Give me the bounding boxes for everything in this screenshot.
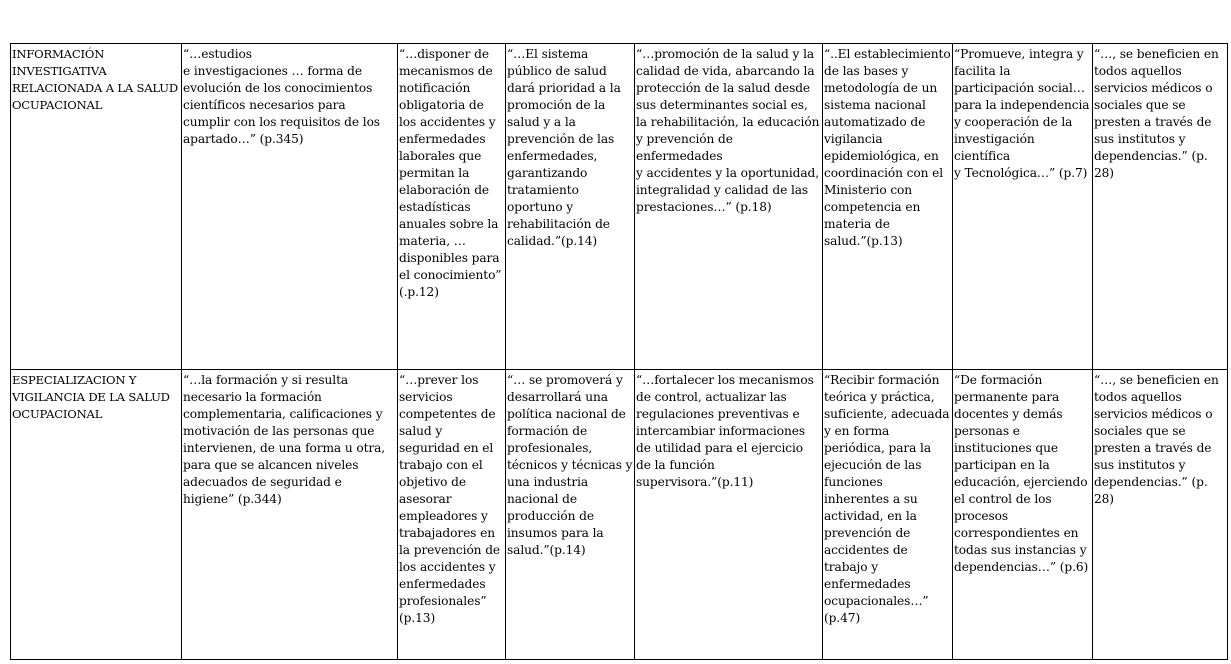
table-cell: “…la formación y si resulta necesario la formación complementaria, calificaciones y motivación de las personas que intervienen, de una forma u otra, para que se alcancen niveles adecuados de seguridad e higiene” (p.344) — [182, 370, 398, 660]
table-cell: “…promoción de la salud y la calidad de vida, abarcando la protección de la salud desde sus determinantes social es, la rehabilitación, la educación y prevención de enfermedades y accidentes y la oportunidad, integralidad y calidad de las prestaciones…” (p.18) — [635, 44, 823, 370]
row-header-cell: INFORMACIÓN INVESTIGATIVA RELACIONADA A LA SALUD OCUPACIONAL — [11, 44, 182, 370]
table-cell: “De formación permanente para docentes y demás personas e instituciones que participan en la educación, ejerciendo el control de los procesos correspondientes en todas sus instancias y dependencias…” (p.6) — [953, 370, 1093, 660]
table-cell: “..El establecimiento de las bases y metodología de un sistema nacional automatizado de vigilancia epidemiológica, en coordinación con el Ministerio con competencia en materia de salud.”(p.13) — [823, 44, 953, 370]
table-cell: “…El sistema público de salud dará prioridad a la promoción de la salud y a la prevención de las enfermedades, garantizando tratamiento oportuno y rehabilitación de calidad.”(p.14) — [506, 44, 635, 370]
table-cell: “…disponer de mecanismos de notificación obligatoria de los accidentes y enfermedades laborales que permitan la elaboración de estadísticas anuales sobre la materia, …disponibles para el conocimiento” (.p.12) — [398, 44, 506, 370]
table-cell: “…estudios e investigaciones … forma de evolución de los conocimientos científicos necesarios para cumplir con los requisitos de los apartado…” (p.345) — [182, 44, 398, 370]
row-header-cell: ESPECIALIZACION Y VIGILANCIA DE LA SALUD OCUPACIONAL — [11, 370, 182, 660]
table-row — [11, 370, 1228, 660]
table-cell: “…fortalecer los mecanismos de control, actualizar las regulaciones preventivas e intercambiar informaciones de utilidad para el ejercicio de la función supervisora.”(p.11) — [635, 370, 823, 660]
table-cell: “Promueve, integra y facilita la participación social…para la independencia y cooperación de la investigación científica y Tecnológica…” (p.7) — [953, 44, 1093, 370]
table-cell: “…, se beneficien en todos aquellos servicios médicos o sociales que se presten a través de sus institutos y dependencias.” (p. 28) — [1093, 370, 1228, 660]
document-table — [10, 43, 1228, 660]
table-cell: “… se promoverá y desarrollará una política nacional de formación de profesionales, técnicos y técnicas y una industria nacional de producción de insumos para la salud.”(p.14) — [506, 370, 635, 660]
table-cell: “Recibir formación teórica y práctica, suficiente, adecuada y en forma periódica, para la ejecución de las funciones inherentes a su actividad, en la prevención de accidentes de trabajo y enfermedades ocupacionales…” (p.47) — [823, 370, 953, 660]
table-cell: “…, se beneficien en todos aquellos servicios médicos o sociales que se presten a través de sus institutos y dependencias.” (p. 28) — [1093, 44, 1228, 370]
table-cell: “…prever los servicios competentes de salud y seguridad en el trabajo con el objetivo de asesorar empleadores y trabajadores en la prevención de los accidentes y enfermedades profesionales” (p.13) — [398, 370, 506, 660]
table-row — [11, 44, 1228, 370]
